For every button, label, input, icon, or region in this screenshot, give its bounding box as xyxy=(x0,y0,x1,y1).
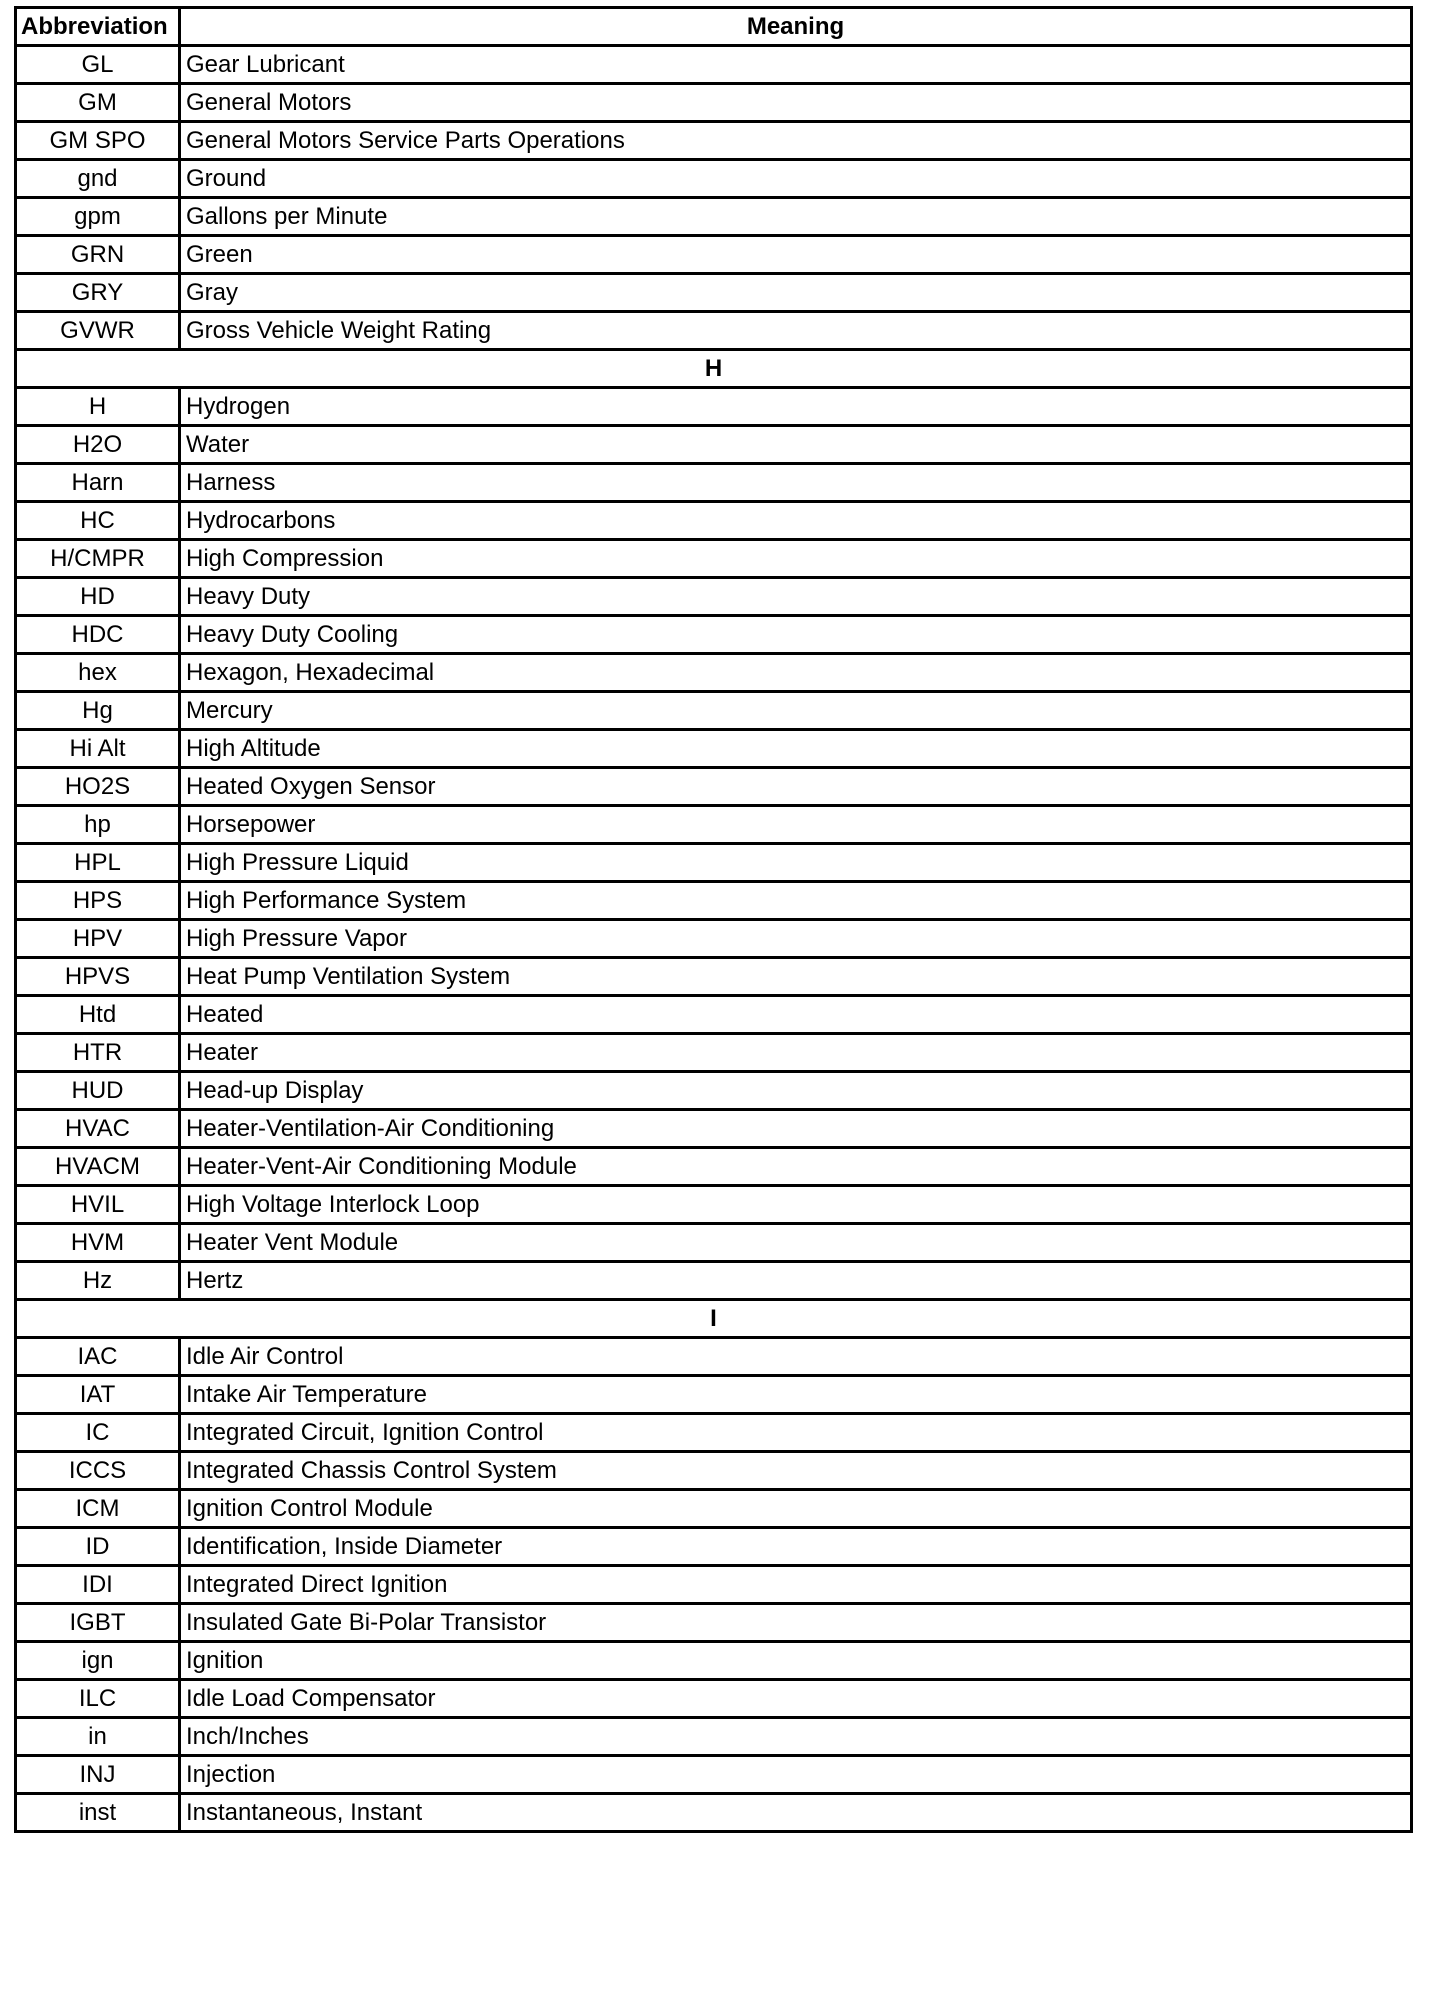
table-row xyxy=(16,920,1412,958)
table-row xyxy=(16,1490,1412,1528)
table-row xyxy=(16,1072,1412,1110)
abbreviation-cell: GRN xyxy=(16,236,180,274)
abbreviation-cell: IAT xyxy=(16,1376,180,1414)
abbreviation-cell: HPVS xyxy=(16,958,180,996)
meaning-cell: High Pressure Liquid xyxy=(180,844,1412,882)
abbreviation-cell: inst xyxy=(16,1794,180,1832)
table-row xyxy=(16,198,1412,236)
table-row xyxy=(16,996,1412,1034)
meaning-cell: High Performance System xyxy=(180,882,1412,920)
abbreviation-cell: gnd xyxy=(16,160,180,198)
meaning-cell: General Motors Service Parts Operations xyxy=(180,122,1412,160)
meaning-cell: Heater-Ventilation-Air Conditioning xyxy=(180,1110,1412,1148)
table-row xyxy=(16,1718,1412,1756)
abbreviation-cell: H xyxy=(16,388,180,426)
table-row xyxy=(16,46,1412,84)
abbreviation-cell: GM xyxy=(16,84,180,122)
table-row xyxy=(16,1604,1412,1642)
meaning-cell: Idle Air Control xyxy=(180,1338,1412,1376)
meaning-cell: General Motors xyxy=(180,84,1412,122)
abbreviation-cell: ILC xyxy=(16,1680,180,1718)
table-row xyxy=(16,654,1412,692)
table-row xyxy=(16,84,1412,122)
section-letter: H xyxy=(16,350,1412,388)
abbreviation-cell: hex xyxy=(16,654,180,692)
abbreviation-cell: GRY xyxy=(16,274,180,312)
table-row xyxy=(16,1034,1412,1072)
meaning-cell: Heater xyxy=(180,1034,1412,1072)
meaning-cell: Green xyxy=(180,236,1412,274)
meaning-cell: Identification, Inside Diameter xyxy=(180,1528,1412,1566)
meaning-cell: Ignition Control Module xyxy=(180,1490,1412,1528)
meaning-cell: High Altitude xyxy=(180,730,1412,768)
table-row xyxy=(16,882,1412,920)
table-body xyxy=(16,46,1412,1832)
table-row xyxy=(16,388,1412,426)
meaning-cell: Heater Vent Module xyxy=(180,1224,1412,1262)
table-row xyxy=(16,844,1412,882)
section-letter: I xyxy=(16,1300,1412,1338)
meaning-cell: Integrated Chassis Control System xyxy=(180,1452,1412,1490)
table-row xyxy=(16,1262,1412,1300)
meaning-cell: Hexagon, Hexadecimal xyxy=(180,654,1412,692)
table-row xyxy=(16,540,1412,578)
section-row xyxy=(16,350,1412,388)
meaning-cell: Integrated Direct Ignition xyxy=(180,1566,1412,1604)
abbreviation-cell: H/CMPR xyxy=(16,540,180,578)
meaning-cell: Gear Lubricant xyxy=(180,46,1412,84)
abbreviation-cell: HPS xyxy=(16,882,180,920)
abbreviation-cell: Harn xyxy=(16,464,180,502)
header-row xyxy=(16,8,1412,46)
meaning-cell: Ground xyxy=(180,160,1412,198)
table-row xyxy=(16,160,1412,198)
abbreviation-cell: IGBT xyxy=(16,1604,180,1642)
table-row xyxy=(16,1414,1412,1452)
abbreviation-cell: Hi Alt xyxy=(16,730,180,768)
meaning-header: Meaning xyxy=(180,8,1412,46)
meaning-cell: High Pressure Vapor xyxy=(180,920,1412,958)
meaning-cell: Heavy Duty xyxy=(180,578,1412,616)
meaning-cell: Idle Load Compensator xyxy=(180,1680,1412,1718)
abbreviation-cell: H2O xyxy=(16,426,180,464)
meaning-cell: Hertz xyxy=(180,1262,1412,1300)
abbreviation-cell: HUD xyxy=(16,1072,180,1110)
abbreviation-cell: IDI xyxy=(16,1566,180,1604)
abbreviation-cell: GM SPO xyxy=(16,122,180,160)
abbreviation-cell: gpm xyxy=(16,198,180,236)
meaning-cell: Insulated Gate Bi-Polar Transistor xyxy=(180,1604,1412,1642)
abbreviation-cell: HPL xyxy=(16,844,180,882)
abbreviation-cell: HVAC xyxy=(16,1110,180,1148)
meaning-cell: Heated xyxy=(180,996,1412,1034)
meaning-cell: Water xyxy=(180,426,1412,464)
meaning-cell: High Compression xyxy=(180,540,1412,578)
table-row xyxy=(16,1224,1412,1262)
table-row xyxy=(16,730,1412,768)
abbreviation-table xyxy=(14,6,1413,1833)
table-row xyxy=(16,464,1412,502)
table-row xyxy=(16,1110,1412,1148)
abbreviation-cell: HVACM xyxy=(16,1148,180,1186)
abbreviation-cell: HD xyxy=(16,578,180,616)
table-row xyxy=(16,616,1412,654)
abbreviation-cell: HTR xyxy=(16,1034,180,1072)
meaning-cell: Hydrocarbons xyxy=(180,502,1412,540)
abbreviation-cell: hp xyxy=(16,806,180,844)
abbreviation-cell: IAC xyxy=(16,1338,180,1376)
meaning-cell: Gray xyxy=(180,274,1412,312)
meaning-cell: Heat Pump Ventilation System xyxy=(180,958,1412,996)
table-row xyxy=(16,502,1412,540)
meaning-cell: Harness xyxy=(180,464,1412,502)
meaning-cell: Hydrogen xyxy=(180,388,1412,426)
meaning-cell: Head-up Display xyxy=(180,1072,1412,1110)
table-row xyxy=(16,1756,1412,1794)
abbreviation-header: Abbreviation xyxy=(16,8,180,46)
table-row xyxy=(16,958,1412,996)
table-row xyxy=(16,1528,1412,1566)
meaning-cell: Gallons per Minute xyxy=(180,198,1412,236)
abbreviation-cell: GVWR xyxy=(16,312,180,350)
meaning-cell: Intake Air Temperature xyxy=(180,1376,1412,1414)
meaning-cell: Integrated Circuit, Ignition Control xyxy=(180,1414,1412,1452)
table-row xyxy=(16,806,1412,844)
meaning-cell: Heavy Duty Cooling xyxy=(180,616,1412,654)
table-row xyxy=(16,274,1412,312)
table-row xyxy=(16,578,1412,616)
table-row xyxy=(16,1338,1412,1376)
abbreviation-cell: ICCS xyxy=(16,1452,180,1490)
table-row xyxy=(16,692,1412,730)
abbreviation-cell: HC xyxy=(16,502,180,540)
abbreviation-cell: HPV xyxy=(16,920,180,958)
meaning-cell: Instantaneous, Instant xyxy=(180,1794,1412,1832)
abbreviation-cell: Hz xyxy=(16,1262,180,1300)
table-row xyxy=(16,122,1412,160)
table-row xyxy=(16,312,1412,350)
table-row xyxy=(16,1186,1412,1224)
abbreviation-cell: HO2S xyxy=(16,768,180,806)
table-row xyxy=(16,1794,1412,1832)
abbreviation-cell: in xyxy=(16,1718,180,1756)
meaning-cell: Ignition xyxy=(180,1642,1412,1680)
meaning-cell: Gross Vehicle Weight Rating xyxy=(180,312,1412,350)
meaning-cell: High Voltage Interlock Loop xyxy=(180,1186,1412,1224)
table-row xyxy=(16,768,1412,806)
table-row xyxy=(16,236,1412,274)
meaning-cell: Heated Oxygen Sensor xyxy=(180,768,1412,806)
section-row xyxy=(16,1300,1412,1338)
abbreviation-cell: GL xyxy=(16,46,180,84)
abbreviation-cell: ign xyxy=(16,1642,180,1680)
abbreviation-cell: HDC xyxy=(16,616,180,654)
table-row xyxy=(16,1452,1412,1490)
meaning-cell: Horsepower xyxy=(180,806,1412,844)
abbreviation-cell: Htd xyxy=(16,996,180,1034)
abbreviation-cell: HVM xyxy=(16,1224,180,1262)
table-row xyxy=(16,1376,1412,1414)
abbreviation-cell: INJ xyxy=(16,1756,180,1794)
abbreviation-cell: HVIL xyxy=(16,1186,180,1224)
meaning-cell: Heater-Vent-Air Conditioning Module xyxy=(180,1148,1412,1186)
table-row xyxy=(16,1148,1412,1186)
table-row xyxy=(16,1680,1412,1718)
abbreviation-cell: ICM xyxy=(16,1490,180,1528)
meaning-cell: Mercury xyxy=(180,692,1412,730)
table-row xyxy=(16,1566,1412,1604)
table-row xyxy=(16,426,1412,464)
abbreviation-cell: IC xyxy=(16,1414,180,1452)
abbreviation-cell: Hg xyxy=(16,692,180,730)
meaning-cell: Injection xyxy=(180,1756,1412,1794)
meaning-cell: Inch/Inches xyxy=(180,1718,1412,1756)
abbreviation-cell: ID xyxy=(16,1528,180,1566)
table-row xyxy=(16,1642,1412,1680)
